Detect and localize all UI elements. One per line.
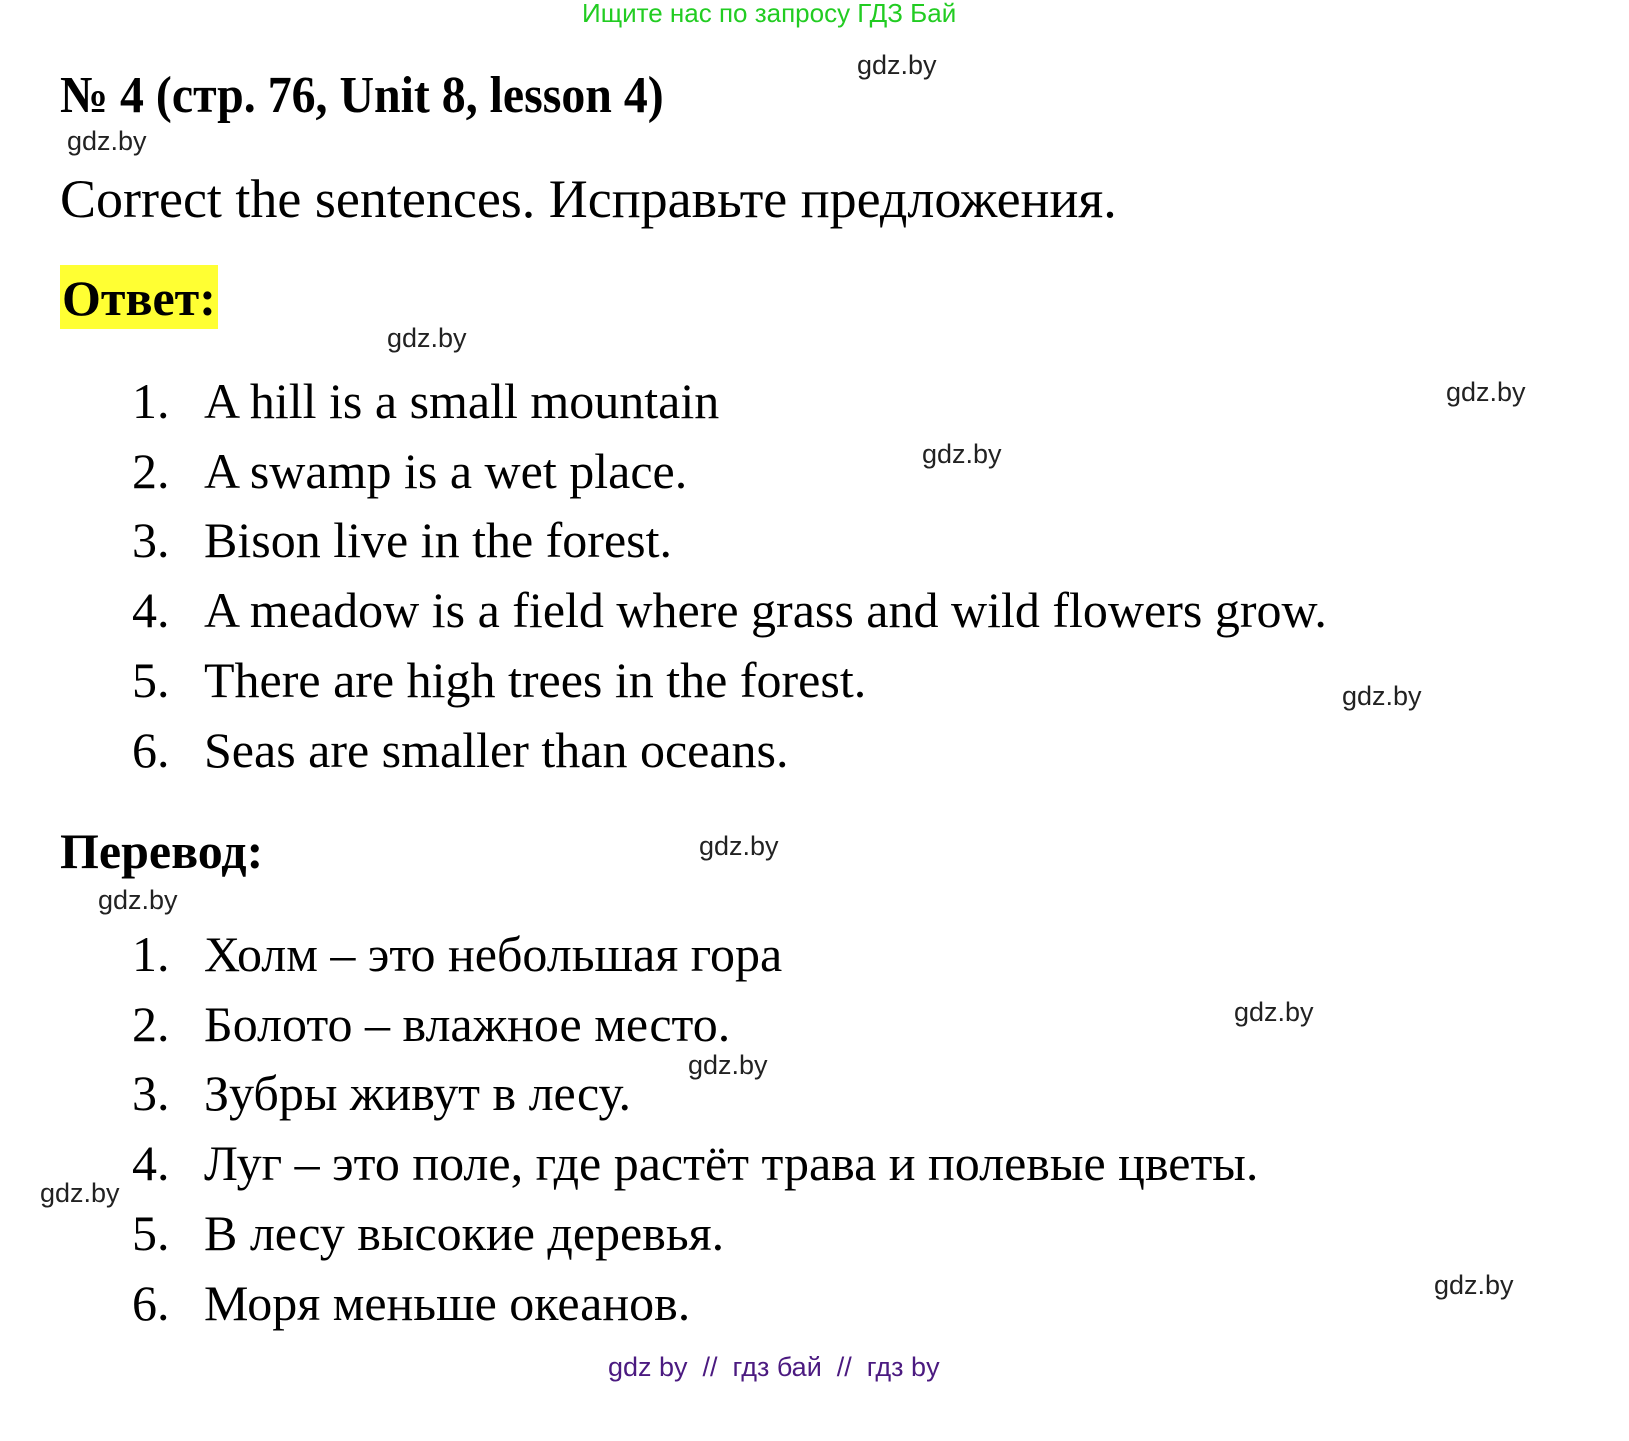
translation-item: [132, 1274, 690, 1332]
watermark: gdz.by: [40, 1178, 120, 1208]
answer-item: [132, 511, 672, 569]
item-number: 4.: [132, 582, 170, 638]
item-text: Seas are smaller than oceans.: [204, 722, 789, 778]
item-number: 3.: [132, 512, 170, 568]
watermark: gdz.by: [1446, 377, 1526, 407]
item-number: 5.: [132, 1205, 170, 1261]
item-text: Болото – влажное место.: [204, 996, 731, 1052]
answer-item: [132, 372, 719, 430]
answer-item: [132, 581, 1327, 639]
item-text: В лесу высокие деревья.: [204, 1205, 725, 1261]
item-text: Луг – это поле, где растёт трава и полевые цветы.: [204, 1135, 1259, 1191]
answer-item: [132, 651, 866, 709]
item-number: 2.: [132, 996, 170, 1052]
item-text: Bison live in the forest.: [204, 512, 672, 568]
exercise-title: № 4 (стр. 76, Unit 8, lesson 4): [60, 67, 664, 124]
item-text: Холм – это небольшая гора: [204, 926, 783, 982]
item-number: 3.: [132, 1065, 170, 1121]
item-number: 2.: [132, 443, 170, 499]
item-number: 4.: [132, 1135, 170, 1191]
translation-item: [132, 1064, 631, 1122]
task-instruction: Correct the sentences. Исправьте предложения.: [60, 169, 1117, 229]
answer-label: Ответ:: [60, 265, 218, 329]
watermark: gdz.by: [387, 323, 467, 353]
item-text: Зубры живут в лесу.: [204, 1065, 632, 1121]
item-text: A hill is a small mountain: [204, 373, 720, 429]
promo-text: Ищите нас по запросу ГДЗ Бай: [582, 0, 957, 28]
watermark: gdz.by: [67, 126, 147, 156]
item-number: 5.: [132, 652, 170, 708]
item-number: 6.: [132, 722, 170, 778]
answer-item: [132, 721, 788, 779]
watermark: gdz.by: [688, 1050, 768, 1080]
footer-links: gdz by // гдз бай // гдз by: [608, 1352, 940, 1382]
item-number: 1.: [132, 926, 170, 982]
item-text: A meadow is a field where grass and wild flowers grow.: [204, 582, 1327, 638]
translation-item: [132, 925, 782, 983]
watermark: gdz.by: [922, 439, 1002, 469]
watermark: gdz.by: [1342, 681, 1422, 711]
translation-item: [132, 1204, 724, 1262]
item-text: Моря меньше океанов.: [204, 1275, 691, 1331]
watermark: gdz.by: [1434, 1270, 1514, 1300]
item-number: 6.: [132, 1275, 170, 1331]
watermark: gdz.by: [1234, 997, 1314, 1027]
item-text: A swamp is a wet place.: [204, 443, 688, 499]
translation-item: [132, 995, 730, 1053]
item-text: There are high trees in the forest.: [204, 652, 867, 708]
watermark: gdz.by: [699, 831, 779, 861]
item-number: 1.: [132, 373, 170, 429]
translation-item: [132, 1134, 1258, 1192]
translation-label: Перевод:: [60, 823, 264, 879]
answer-item: [132, 442, 687, 500]
watermark: gdz.by: [98, 885, 178, 915]
watermark: gdz.by: [857, 50, 937, 80]
